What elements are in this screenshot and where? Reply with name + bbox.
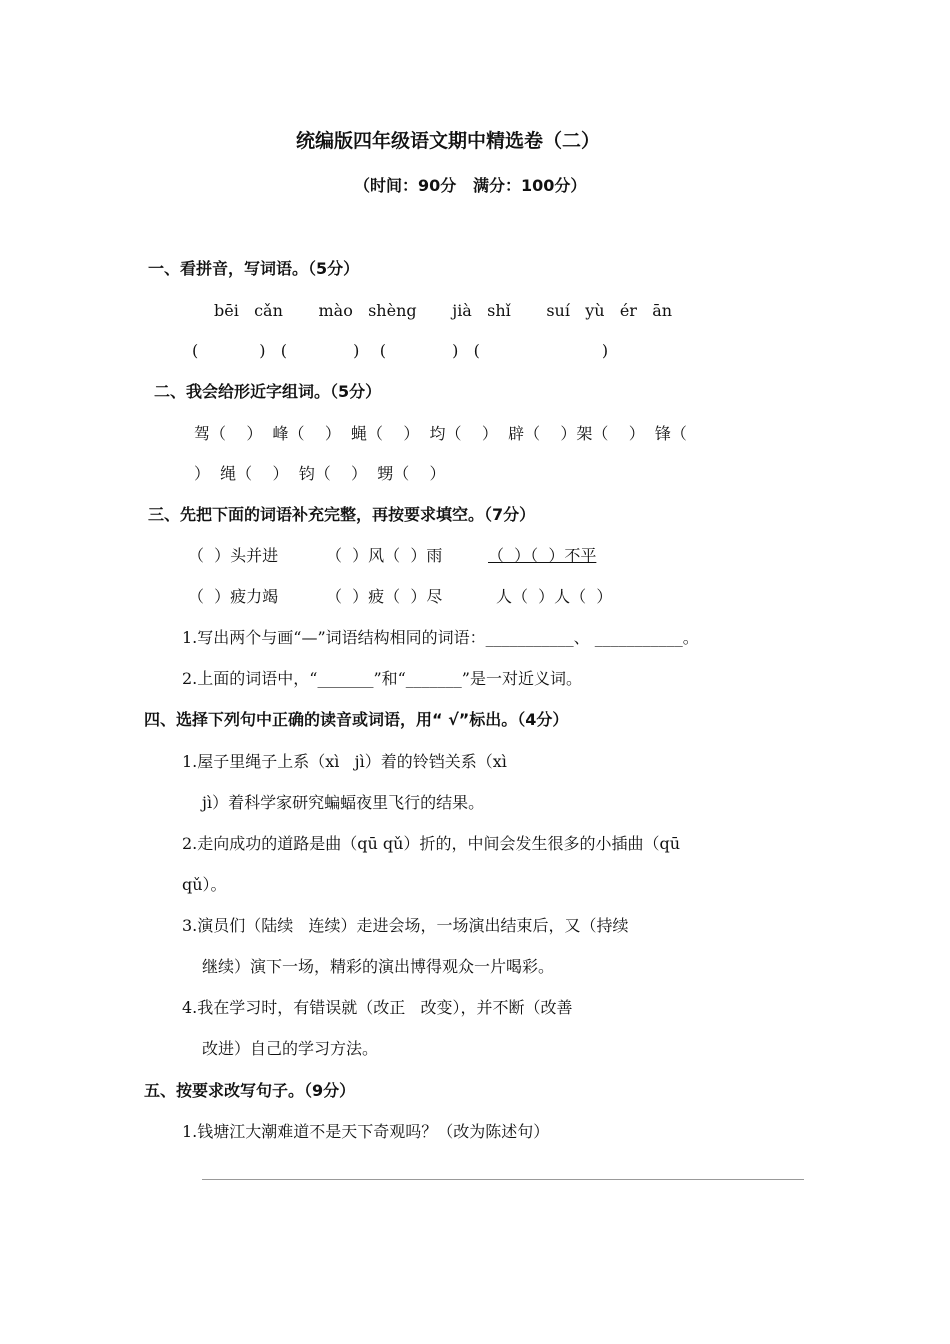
- s3-question-2: 2.上面的词语中，“_______”和“_______”是一对近义词。: [182, 669, 582, 688]
- exam-subtitle: （时间：90分 满分：100分）: [354, 176, 587, 195]
- exam-title: 统编版四年级语文期中精选卷（二）: [296, 130, 601, 152]
- idiom-1c-underlined: （ ）（ ）不平: [488, 546, 597, 565]
- s4-q1-line2: jì）着科学家研究蝙蝠夜里飞行的结果。: [202, 793, 485, 812]
- s4-q2-line2: qǔ）。: [182, 875, 227, 894]
- s3-question-1: 1.写出两个与画“—”词语结构相同的词语：___________、 ___________。: [182, 628, 699, 647]
- answer-parentheses-line: ( ) ( ) ( ) ( ): [192, 341, 609, 360]
- char-line-2: ） 绳（ ） 钧（ ） 甥（ ）: [194, 464, 446, 483]
- char-line-1: 驾（ ） 峰（ ） 蝇（ ） 均（ ） 辟（ ）架（ ） 锋（: [194, 424, 687, 443]
- s4-q4-line2: 改进）自己的学习方法。: [202, 1039, 379, 1058]
- idiom-1a: （ ）头并进: [188, 546, 279, 565]
- s4-q2-line1: 2.走向成功的道路是曲（qū qǔ）折的，中间会发生很多的小插曲（qū: [182, 834, 680, 853]
- pinyin-line: bēi cǎn mào shèng jià shǐ suí yù ér ān: [214, 301, 673, 320]
- section-5-heading: 五、按要求改写句子。（9分）: [144, 1081, 356, 1100]
- section-4-heading: 四、选择下列句中正确的读音或词语，用“ √”标出。（4分）: [144, 710, 569, 729]
- section-3-heading: 三、先把下面的词语补充完整，再按要求填空。（7分）: [148, 505, 536, 524]
- idiom-1b: （ ）风（ ）雨: [326, 546, 443, 565]
- section-2-heading: 二、我会给形近字组词。（5分）: [154, 382, 382, 401]
- s4-q3-line1: 3.演员们（陆续 连续）走进会场，一场演出结束后，又（持续: [182, 916, 629, 935]
- s4-q3-line2: 继续）演下一场，精彩的演出博得观众一片喝彩。: [202, 957, 555, 976]
- s4-q4-line1: 4.我在学习时，有错误就（改正 改变），并不断（改善: [182, 998, 573, 1017]
- answer-line: [202, 1179, 804, 1180]
- section-1-heading: 一、看拼音，写词语。（5分）: [148, 259, 360, 278]
- s4-q1-line1: 1.屋子里绳子上系（xì jì）着的铃铛关系（xì: [182, 752, 507, 771]
- idiom-2b: （ ）疲（ ）尽: [326, 587, 443, 606]
- s5-question-1: 1.钱塘江大潮难道不是天下奇观吗？（改为陈述句）: [182, 1122, 550, 1141]
- idiom-2a: （ ）疲力竭: [188, 587, 279, 606]
- idiom-2c: 人（ ）人（ ）: [496, 587, 613, 606]
